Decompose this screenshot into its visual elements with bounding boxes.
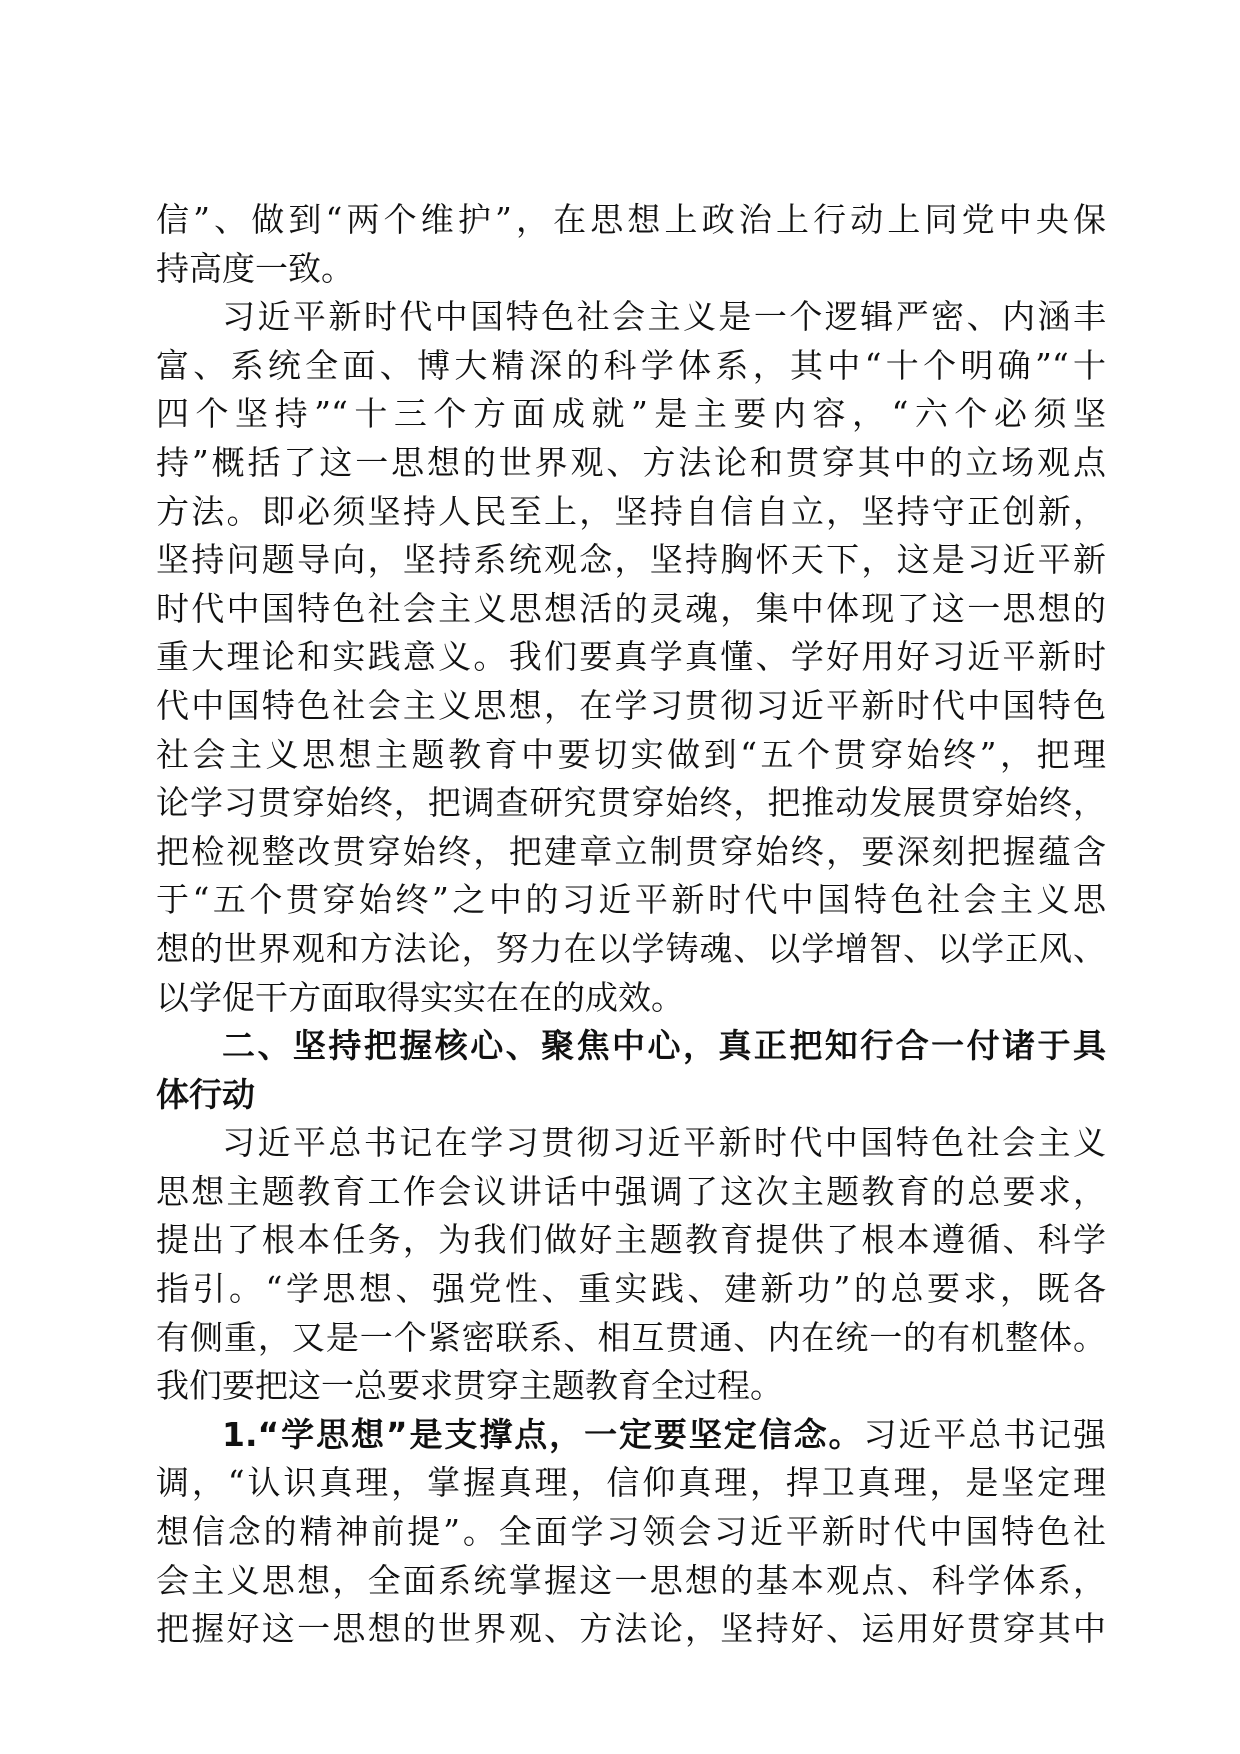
doc-line-11: 代中国特色社会主义思想，在学习贯彻习近平新时代中国特色 xyxy=(156,685,1106,725)
doc-line-16: 想的世界观和方法论，努力在以学铸魂、以学增智、以学正风、 xyxy=(156,928,1106,968)
doc-line-3: 习近平新时代中国特色社会主义是一个逻辑严密、内涵丰 xyxy=(222,297,1106,337)
doc-line-28: 想信念的精神前提”。全面学习领会习近平新时代中国特色社 xyxy=(156,1512,1106,1552)
doc-line-8: 坚持问题导向，坚持系统观念，坚持胸怀天下，这是习近平新 xyxy=(156,540,1106,580)
doc-line-30: 把握好这一思想的世界观、方法论，坚持好、运用好贯穿其中 xyxy=(156,1609,1106,1649)
doc-line-20: 习近平总书记在学习贯彻习近平新时代中国特色社会主义 xyxy=(222,1123,1106,1163)
doc-line-17: 以学促干方面取得实实在在的成效。 xyxy=(156,977,684,1017)
bold-subheading: 1.“学思想”是支撑点，一定要坚定信念。 xyxy=(222,1414,864,1454)
doc-line-1: 信”、做到“两个维护”，在思想上政治上行动上同党中央保 xyxy=(156,200,1106,239)
doc-line-15: 于“五个贯穿始终”之中的习近平新时代中国特色社会主义思 xyxy=(156,880,1106,920)
doc-line-26 xyxy=(156,1411,1106,1460)
section-heading-line-1: 二、坚持把握核心、聚焦中心，真正把知行合一付诸于具 xyxy=(222,1026,1106,1066)
doc-line-25: 我们要把这一总要求贯穿主题教育全过程。 xyxy=(156,1366,783,1406)
doc-line-6: 持”概括了这一思想的世界观、方法论和贯穿其中的立场观点 xyxy=(156,442,1106,482)
document-page xyxy=(156,196,1106,1654)
doc-line-27: 调，“认识真理，掌握真理，信仰真理，捍卫真理，是坚定理 xyxy=(156,1463,1106,1503)
subheading-body-text: 习近平总书记强 xyxy=(863,1414,1106,1454)
doc-line-24: 有侧重，又是一个紧密联系、相互贯通、内在统一的有机整体。 xyxy=(156,1317,1106,1357)
doc-line-29: 会主义思想，全面系统掌握这一思想的基本观点、科学体系， xyxy=(156,1560,1106,1600)
doc-line-9: 时代中国特色社会主义思想活的灵魂，集中体现了这一思想的 xyxy=(156,588,1106,628)
section-heading-line-2: 体行动 xyxy=(156,1074,255,1114)
doc-line-21: 思想主题教育工作会议讲话中强调了这次主题教育的总要求， xyxy=(156,1171,1106,1211)
doc-line-13: 论学习贯穿始终，把调查研究贯穿始终，把推动发展贯穿始终， xyxy=(156,783,1106,823)
doc-line-23: 指引。“学思想、强党性、重实践、建新功”的总要求，既各 xyxy=(156,1269,1106,1309)
doc-line-4: 富、系统全面、博大精深的科学体系，其中“十个明确”“十 xyxy=(156,345,1106,385)
doc-line-5: 四个坚持”“十三个方面成就”是主要内容，“六个必须坚 xyxy=(156,394,1106,434)
doc-line-22: 提出了根本任务，为我们做好主题教育提供了根本遵循、科学 xyxy=(156,1220,1106,1260)
doc-line-12: 社会主义思想主题教育中要切实做到“五个贯穿始终”，把理 xyxy=(156,734,1106,774)
doc-line-14: 把检视整改贯穿始终，把建章立制贯穿始终，要深刻把握蕴含 xyxy=(156,831,1106,871)
doc-line-10: 重大理论和实践意义。我们要真学真懂、学好用好习近平新时 xyxy=(156,637,1106,677)
doc-line-7: 方法。即必须坚持人民至上，坚持自信自立，坚持守正创新， xyxy=(156,491,1106,531)
doc-line-2: 持高度一致。 xyxy=(156,248,354,288)
